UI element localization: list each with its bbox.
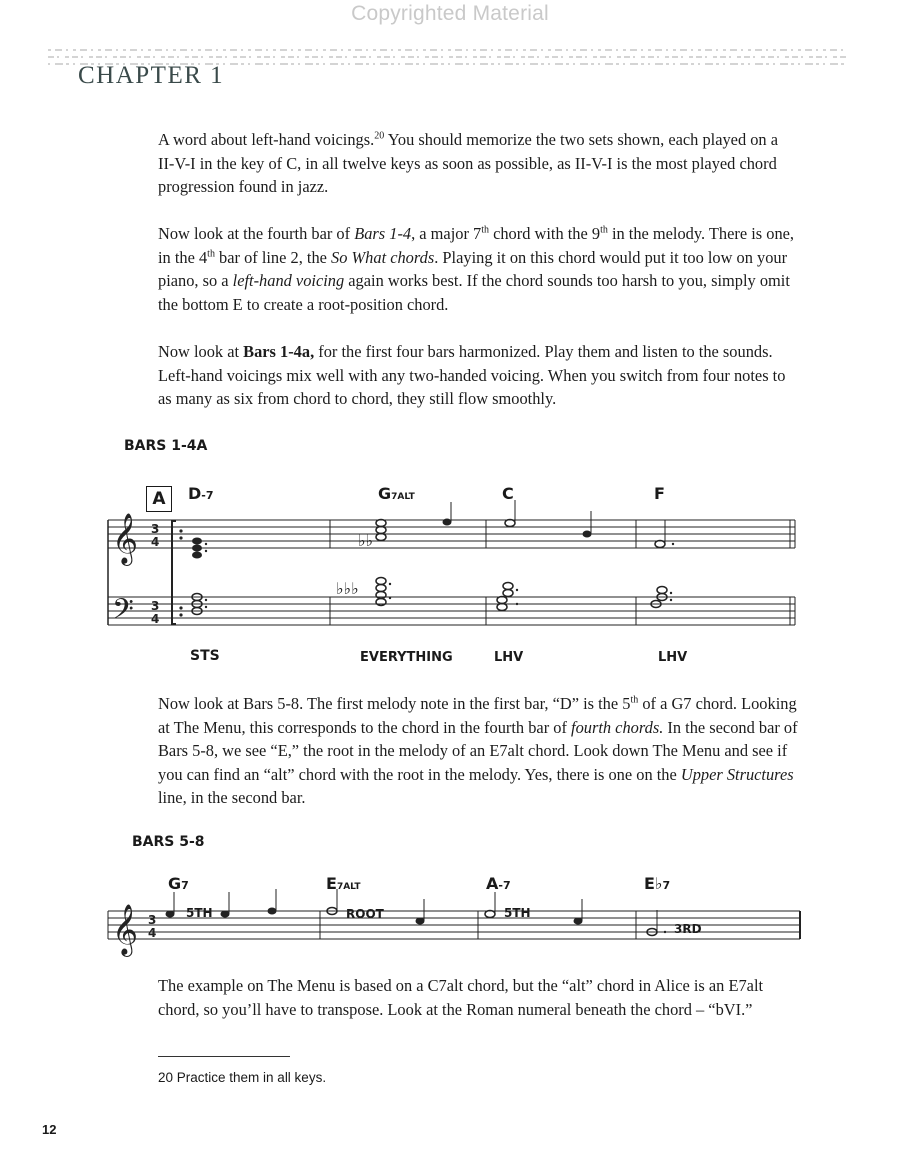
chord-root: A: [486, 874, 499, 893]
chord-suffix: 7: [662, 879, 671, 892]
footnote-ref[interactable]: 20: [374, 130, 385, 142]
chord-root: E♭: [644, 874, 663, 893]
superscript: th: [600, 224, 608, 236]
grand-staff: [108, 520, 795, 625]
italic-text: So What chords: [331, 247, 435, 267]
chord-notes: [336, 502, 452, 606]
treble-staff: [108, 520, 795, 548]
svg-text:♭♭: ♭♭: [358, 531, 374, 550]
melody-annotation: 3RD: [674, 922, 702, 936]
chord-notes: [497, 500, 592, 611]
svg-text:3: 3: [151, 522, 160, 536]
bass-clef-icon: 𝄢: [112, 593, 134, 633]
svg-text:4: 4: [151, 612, 160, 626]
svg-text:4: 4: [148, 926, 157, 940]
text: Now look at: [158, 342, 244, 361]
text: You should memorize the two sets shown, each played on a II-V-I in the key of C, in all twelve keys as soon as possible, as II-V-I is the most played chord progression found in jazz.: [158, 130, 779, 196]
melody-annotation: 5TH: [504, 906, 531, 920]
italic-text: fourth chords.: [571, 717, 664, 737]
copyright-watermark: Copyrighted Material: [351, 2, 549, 25]
chord-root: D: [188, 484, 202, 503]
voicing-label: LHV: [494, 650, 524, 665]
chord-root: G: [168, 874, 182, 893]
chord-root: F: [654, 484, 665, 503]
footnote: 20 Practice them in all keys.: [158, 1070, 327, 1085]
chord-suffix: 7: [181, 879, 189, 892]
text: chord with the 9: [488, 224, 601, 243]
rehearsal-mark: A: [146, 486, 172, 512]
text: of a G7 chord. Looking at The Menu, this corresponds to the chord in the fourth bar of: [158, 694, 797, 737]
text: A word about left-hand voicings.: [158, 130, 375, 149]
svg-text:3: 3: [151, 599, 160, 613]
italic-text: Bars 1-4: [354, 224, 412, 243]
voicing-label: EVERYTHING: [360, 650, 453, 665]
treble-clef-icon: 𝄞: [112, 904, 139, 955]
chord-suffix: -7: [498, 879, 511, 892]
text: again works best. If the chord sounds too harsh to you, simply omit the bottom E to create a root-position chord.: [158, 271, 790, 314]
page-number: 12: [42, 1122, 57, 1137]
text: The example on The Menu is based on a C7alt chord, but the “alt” chord in Alice is an E7alt chord, so you’ll have to transpose. Look at the Roman numeral beneath the chord – “bVI.”: [158, 976, 764, 1019]
italic-text: Upper Structures: [680, 764, 794, 784]
text: line, in the second bar.: [158, 788, 306, 807]
chord-root: E: [326, 874, 337, 893]
repeat-bracket: [172, 521, 176, 624]
time-signature: [148, 913, 156, 940]
superscript: th: [481, 224, 489, 236]
treble-clef-icon: 𝄞: [112, 513, 139, 564]
text: Now look at the fourth bar of: [158, 224, 355, 243]
time-signature: [151, 522, 159, 626]
svg-text:3: 3: [148, 913, 157, 927]
chord-suffix: 7ALT: [336, 882, 361, 892]
chapter-title: CHAPTER 1: [78, 62, 225, 89]
chord-suffix: 7ALT: [391, 492, 415, 502]
melody-annotation: 5TH: [186, 906, 213, 920]
chord-suffix: -7: [201, 489, 214, 502]
example-2-label: BARS 5-8: [132, 834, 205, 850]
superscript: th: [207, 248, 215, 260]
melody-annotation: ROOT: [346, 907, 384, 921]
bold-text: Bars 1-4a,: [243, 342, 315, 361]
chord-notes: [651, 520, 674, 608]
text: for the first four bars harmonized. Play them and listen to the sounds. Left-hand voicings mix well with any two-handed voicing. When you switch from four notes to as many as six from chord to chord, they still flow smoothly.: [158, 342, 786, 408]
bass-staff: [108, 597, 795, 625]
text: in the melody. There is one, in the 4: [158, 224, 795, 267]
voicing-label: STS: [190, 648, 220, 664]
superscript: th: [630, 694, 639, 706]
melody-notes: [166, 889, 667, 936]
svg-text:♭♭♭: ♭♭♭: [336, 579, 359, 598]
text: , a major 7: [411, 224, 482, 243]
final-barline: [790, 520, 795, 625]
text: bar of line 2, the: [214, 247, 332, 267]
chord-root: G: [378, 484, 392, 503]
svg-text:4: 4: [151, 535, 160, 549]
example-1-label: BARS 1-4A: [124, 438, 208, 454]
text: Now look at Bars 5-8. The first melody note in the first bar, “D” is the 5: [158, 694, 631, 713]
text: . Playing it on this chord would put it too low on your piano, so a: [158, 247, 788, 290]
voicing-label: LHV: [658, 650, 688, 665]
melody-staff: [108, 911, 800, 939]
footnote-divider: [158, 1056, 290, 1057]
chord-root: C: [502, 484, 514, 503]
paragraph-5: [158, 974, 798, 1021]
italic-text: left-hand voicing: [232, 271, 345, 290]
chord-notes: [192, 538, 207, 615]
text: In the second bar of Bars 5-8, we see “E,” the root in the melody of an E7alt chord. Look down The Menu and see if you can find an “alt” chord with the root in the melody. Yes, there is one on the: [158, 717, 798, 784]
